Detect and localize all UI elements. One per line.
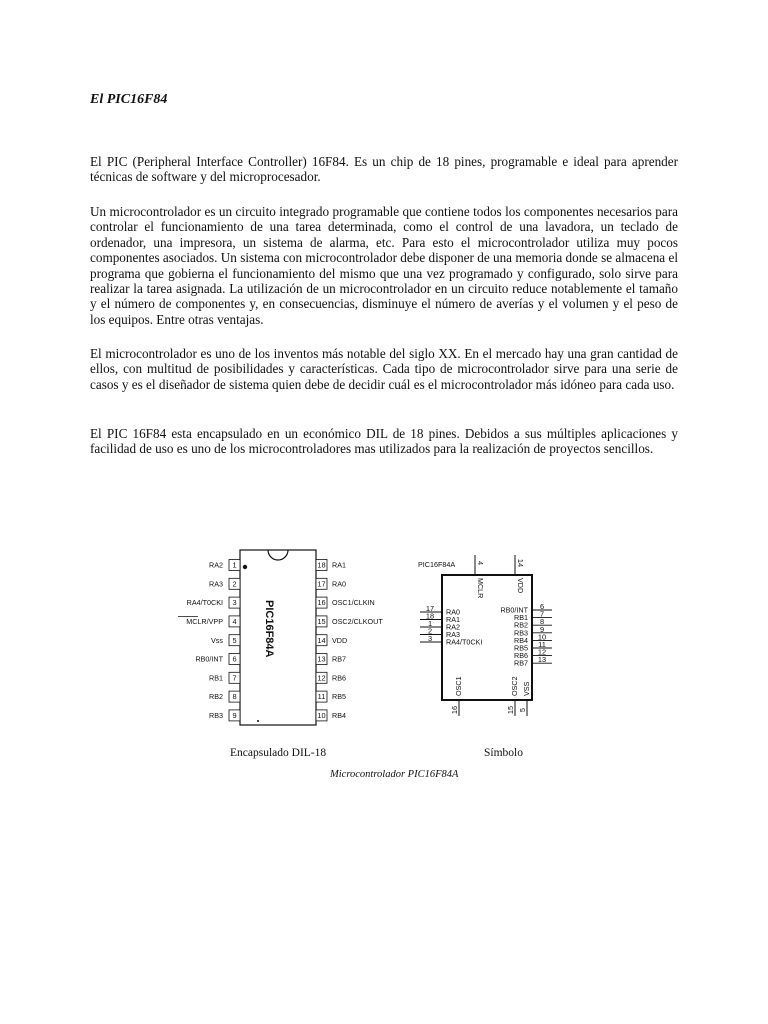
dil-left-pin-3-number: 3 bbox=[232, 598, 237, 608]
symbol-right-pin-rb1-label: RB1 bbox=[514, 613, 528, 623]
dil-left-pin-8-number: 8 bbox=[232, 692, 237, 702]
figure-caption: Microcontrolador PIC16F84A bbox=[330, 769, 459, 780]
dil-right-pin-11-number: 11 bbox=[317, 692, 326, 702]
paragraph-microcontroller-definition: Un microcontrolador es un circuito integrado programable que contiene todos los componentes necesarios para controlar el funcionamiento de una tarea determinada, como el control de una lavadora, un teclado de ordenador, una impresora, un sistema de alarma, etc. Para esto el microcontrolador utiliza muy pocos componentes asociados. Un sistema con microcontrolador debe disponer de una memoria donde se almacena el programa que gobierna el funcionamiento del mismo que una vez programado y configurado, solo sirve para realizar la tarea asignada. La utilización de un microcontrolador en un circuito reduce notablemente el tamaño y el número de componentes y, en consecuencias, disminuye el número de averías y el volumen y el peso de los equipos. Entre otras ventajas. bbox=[90, 204, 678, 327]
symbol-left-pin-3-number: 3 bbox=[427, 634, 433, 643]
symbol-left-pin-17-number: 17 bbox=[425, 604, 435, 613]
pinout-diagram bbox=[170, 540, 610, 790]
paragraph-intro: El PIC (Peripheral Interface Controller) 16F84. Es un chip de 18 pines, programable e ideal para aprender técnicas de software y del microprocesador. bbox=[90, 154, 678, 185]
dil-package bbox=[178, 550, 383, 759]
symbol-label: PIC16F84A bbox=[418, 560, 456, 569]
symbol-bottom-pin-5-number: 5 bbox=[518, 707, 527, 713]
symbol-top-pin-vdd-label: VDD bbox=[516, 578, 525, 594]
dil-left-pin-ra3-label: RA3 bbox=[209, 579, 223, 589]
dil-right-pin-14-number: 14 bbox=[317, 635, 326, 645]
dil-right-pin-ra1-label: RA1 bbox=[332, 560, 346, 570]
pinout-figure bbox=[170, 540, 610, 790]
symbol-bottom-pin-15-number: 15 bbox=[506, 705, 515, 715]
dil-right-pin-12-number: 12 bbox=[317, 673, 326, 683]
symbol-bottom-pin-osc2-label: OSC2 bbox=[510, 676, 519, 696]
dil-right-pin-10-number: 10 bbox=[317, 711, 326, 720]
dil-notch bbox=[268, 550, 288, 560]
symbol-right-pin-rb5-label: RB5 bbox=[514, 643, 528, 653]
symbol-left-pin-1-number: 1 bbox=[427, 619, 433, 628]
symbol-left-pin-ra0-label: RA0 bbox=[446, 607, 460, 617]
symbol-right-pin-13-number: 13 bbox=[537, 655, 547, 665]
dil-left-pin-mclr-vpp-label: MCLR/VPP bbox=[186, 617, 223, 626]
dil-left-pin-rb1-label: RB1 bbox=[209, 673, 223, 683]
dil-left-pin-9-number: 9 bbox=[232, 711, 237, 720]
symbol-right-pin-11-number: 11 bbox=[538, 640, 546, 649]
dil-right-pin-15-number: 15 bbox=[317, 617, 326, 626]
symbol-right-pin-6-number: 6 bbox=[539, 602, 545, 611]
dil-left-pin-rb3-label: RB3 bbox=[209, 711, 223, 720]
dil-chip-label: PIC16F84A bbox=[263, 600, 275, 658]
dil-left-pin-7-number: 7 bbox=[232, 673, 237, 683]
symbol-right-pin-7-number: 7 bbox=[539, 609, 545, 619]
symbol-right-pin-10-number: 10 bbox=[537, 632, 547, 642]
dil-right-pin-rb4-label: RB4 bbox=[332, 711, 346, 720]
dil-right-pin-rb5-label: RB5 bbox=[332, 692, 346, 702]
symbol-top-pin-14-number: 14 bbox=[516, 558, 525, 568]
symbol-left-pin-ra4-t0cki-label: RA4/T0CKI bbox=[446, 637, 483, 647]
pin1-marker bbox=[243, 565, 247, 569]
symbol-left-pin-ra1-label: RA1 bbox=[446, 615, 460, 624]
symbol-bottom-pin-16-number: 16 bbox=[450, 705, 459, 715]
dil-dot bbox=[257, 720, 259, 722]
dil-right-pin-13-number: 13 bbox=[317, 654, 326, 664]
symbol-left-pin-2-number: 2 bbox=[427, 626, 433, 636]
paragraph-invention: El microcontrolador es uno de los inventos más notable del siglo XX. En el mercado hay una gran cantidad de ellos, con multitud de posibilidades y características. Cada tipo de microcontrolador sirve para una serie de casos y es el diseñador de sistema quien debe de decidir cuál es el microcontrolador más idóneo para cada uso. bbox=[90, 346, 678, 392]
symbol-caption: Símbolo bbox=[484, 747, 523, 759]
symbol-right-pin-rb2-label: RB2 bbox=[514, 620, 528, 630]
symbol-right-pin-rb4-label: RB4 bbox=[514, 635, 528, 645]
symbol-right-pin-rb7-label: RB7 bbox=[514, 658, 528, 668]
dil-right-pin-rb7-label: RB7 bbox=[332, 654, 346, 664]
schematic-symbol bbox=[418, 555, 552, 759]
symbol-right-pin-rb0-int-label: RB0/INT bbox=[500, 605, 528, 615]
dil-right-pin-vdd-label: VDD bbox=[332, 635, 348, 645]
dil-right-pin-18-number: 18 bbox=[317, 560, 326, 570]
symbol-left-pin-ra2-label: RA2 bbox=[446, 622, 460, 632]
symbol-left-pin-18-number: 18 bbox=[425, 611, 435, 621]
symbol-top-pin-mclr-label: MCLR bbox=[476, 578, 485, 599]
dil-left-pin-rb2-label: RB2 bbox=[209, 692, 223, 702]
dil-left-pin-ra4-t0cki-label: RA4/T0CKI bbox=[186, 598, 223, 608]
dil-left-pin-6-number: 6 bbox=[232, 654, 237, 664]
dil-left-pin-1-number: 1 bbox=[232, 560, 237, 570]
symbol-right-pin-9-number: 9 bbox=[539, 624, 545, 634]
dil-left-pin-vss-label: Vss bbox=[211, 635, 223, 645]
symbol-left-pin-ra3-label: RA3 bbox=[446, 630, 460, 639]
dil-right-pin-ra0-label: RA0 bbox=[332, 579, 346, 589]
dil-body bbox=[240, 550, 316, 725]
symbol-top-pin-4-number: 4 bbox=[476, 560, 485, 566]
paragraph-package: El PIC 16F84 esta encapsulado en un económico DIL de 18 pines. Debidos a sus múltiples aplicaciones y facilidad de uso es uno de los microcontroladores mas utilizados para la realización de proyectos sencillos. bbox=[90, 426, 678, 457]
symbol-bottom-pin-osc1-label: OSC1 bbox=[454, 676, 463, 696]
dil-left-pin-5-number: 5 bbox=[232, 635, 237, 645]
dil-right-pin-16-number: 16 bbox=[317, 598, 326, 608]
dil-right-pin-osc2-clkout-label: OSC2/CLKOUT bbox=[332, 617, 383, 626]
dil-right-pin-osc1-clkin-label: OSC1/CLKIN bbox=[332, 598, 375, 608]
document-title: El PIC16F84 bbox=[90, 92, 168, 107]
symbol-right-pin-8-number: 8 bbox=[539, 617, 545, 627]
dil-left-pin-rb0-int-label: RB0/INT bbox=[195, 654, 223, 664]
symbol-right-pin-rb6-label: RB6 bbox=[514, 651, 528, 661]
symbol-bottom-pin-vss-label: VSS bbox=[522, 681, 531, 696]
dil-left-pin-2-number: 2 bbox=[232, 579, 237, 589]
symbol-right-pin-rb3-label: RB3 bbox=[514, 628, 528, 638]
dil-right-pin-17-number: 17 bbox=[317, 579, 326, 589]
symbol-right-pin-12-number: 12 bbox=[537, 647, 547, 657]
dil-left-pin-4-number: 4 bbox=[232, 617, 237, 626]
dil-right-pin-rb6-label: RB6 bbox=[332, 673, 346, 683]
dil-caption: Encapsulado DIL-18 bbox=[230, 747, 327, 759]
dil-left-pin-ra2-label: RA2 bbox=[209, 560, 223, 570]
